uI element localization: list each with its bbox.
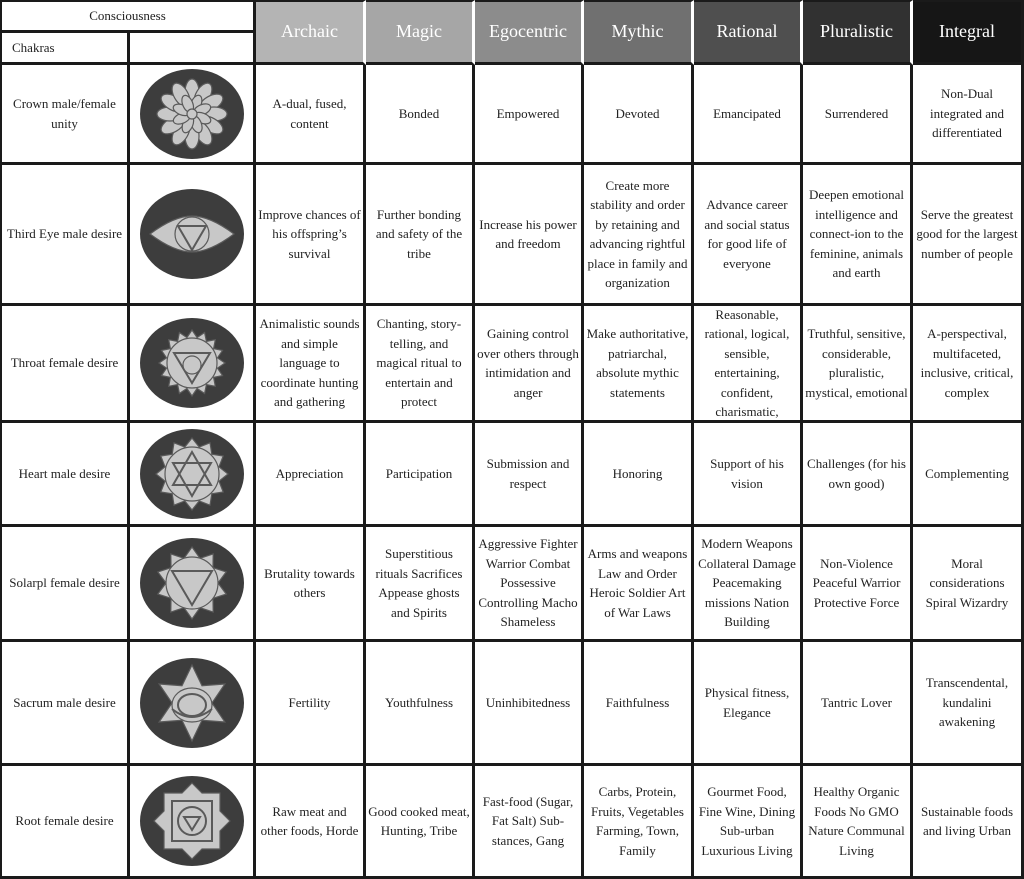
table-cell: Support of his vision [694, 423, 803, 527]
crown-chakra-icon [137, 66, 247, 162]
table-cell: Further bonding and safety of the tribe [366, 165, 475, 306]
table-cell: Fertility [256, 642, 366, 766]
table-cell: Emancipated [694, 65, 803, 165]
table-cell: Physical fitness, Elegance [694, 642, 803, 766]
solar-plexus-chakra-icon [137, 535, 247, 631]
consciousness-header: Consciousness [0, 0, 256, 33]
level-header-pluralistic: Pluralistic [803, 0, 913, 65]
table-cell: Challenges (for his own good) [803, 423, 913, 527]
level-header-mythic: Mythic [584, 0, 694, 65]
table-cell: Transcendental, kundalini awakening [913, 642, 1024, 766]
chakra-icon-cell [130, 306, 256, 423]
table-cell: Arms and weapons Law and Order Heroic Soldier Art of War Laws [584, 527, 694, 642]
table-cell: Faithfulness [584, 642, 694, 766]
table-cell: Aggressive Fighter Warrior Combat Possessive Controlling Macho Shameless [475, 527, 584, 642]
table-cell: Create more stability and order by retaining and advancing rightful place in family and organization [584, 165, 694, 306]
table-cell: Devoted [584, 65, 694, 165]
table-cell: Animalistic sounds and simple language to coordinate hunting and gathering [256, 306, 366, 423]
table-cell: Empowered [475, 65, 584, 165]
table-cell: Deepen emotional intelligence and connect-ion to the feminine, animals and earth [803, 165, 913, 306]
table-cell: Submission and respect [475, 423, 584, 527]
chakra-label: Sacrum male desire [0, 642, 130, 766]
chakra-label: Root female desire [0, 766, 130, 879]
table-cell: Chanting, story-telling, and magical ritual to entertain and protect [366, 306, 475, 423]
table-cell: Increase his power and freedom [475, 165, 584, 306]
heart-chakra-icon [137, 426, 247, 522]
table-cell: Improve chances of his offspring’s survival [256, 165, 366, 306]
chakra-icon-cell [130, 65, 256, 165]
table-cell: Brutality towards others [256, 527, 366, 642]
chakra-label: Solarpl female desire [0, 527, 130, 642]
table-cell: Serve the greatest good for the largest number of people [913, 165, 1024, 306]
table-cell: Raw meat and other foods, Horde [256, 766, 366, 879]
table-cell: Superstitious rituals Sacrifices Appease ghosts and Spirits [366, 527, 475, 642]
table-cell: Tantric Lover [803, 642, 913, 766]
chakra-icon-cell [130, 642, 256, 766]
table-cell: Carbs, Protein, Fruits, Vegetables Farming, Town, Family [584, 766, 694, 879]
chakra-label: Third Eye male desire [0, 165, 130, 306]
table-cell: Participation [366, 423, 475, 527]
table-cell: Youthfulness [366, 642, 475, 766]
table-cell: Honoring [584, 423, 694, 527]
table-cell: A-dual, fused, content [256, 65, 366, 165]
third-eye-chakra-icon [137, 186, 247, 282]
level-header-magic: Magic [366, 0, 475, 65]
chakra-icon-cell [130, 165, 256, 306]
table-cell: Truthful, sensitive, considerable, pluralistic, mystical, emotional [803, 306, 913, 423]
sacral-chakra-icon [137, 655, 247, 751]
table-cell: Healthy Organic Foods No GMO Nature Communal Living [803, 766, 913, 879]
level-header-archaic: Archaic [256, 0, 366, 65]
table-cell: A-perspectival, multifaceted, inclusive, critical, complex [913, 306, 1024, 423]
table-cell: Modern Weapons Collateral Damage Peacemaking missions Nation Building [694, 527, 803, 642]
table-cell: Make authoritative, patriarchal, absolute mythic statements [584, 306, 694, 423]
table-cell: Bonded [366, 65, 475, 165]
table-cell: Sustainable foods and living Urban [913, 766, 1024, 879]
table-cell: Complementing [913, 423, 1024, 527]
table-cell: Gourmet Food, Fine Wine, Dining Sub-urban Luxurious Living [694, 766, 803, 879]
table-cell: Non-Violence Peaceful Warrior Protective Force [803, 527, 913, 642]
chakra-icon-cell [130, 766, 256, 879]
chakra-icon-cell [130, 423, 256, 527]
table-cell: Moral considerations Spiral Wizardry [913, 527, 1024, 642]
table-cell: Advance career and social status for good life of everyone [694, 165, 803, 306]
chakra-label: Throat female desire [0, 306, 130, 423]
table-cell: Gaining control over others through intimidation and anger [475, 306, 584, 423]
table-cell: Non-Dual integrated and differentiated [913, 65, 1024, 165]
chakra-label: Heart male desire [0, 423, 130, 527]
table-cell: Surrendered [803, 65, 913, 165]
level-header-egocentric: Egocentric [475, 0, 584, 65]
table-cell: Appreciation [256, 423, 366, 527]
chakra-label: Crown male/female unity [0, 65, 130, 165]
chakras-header: Chakras [0, 33, 130, 65]
table-cell: Reasonable, rational, logical, sensible, entertaining, confident, charismatic, [694, 306, 803, 423]
chakra-icon-header [130, 33, 256, 65]
table-cell: Fast-food (Sugar, Fat Salt) Sub-stances, Gang [475, 766, 584, 879]
level-header-rational: Rational [694, 0, 803, 65]
table-cell: Uninhibitedness [475, 642, 584, 766]
table-cell: Good cooked meat, Hunting, Tribe [366, 766, 475, 879]
throat-chakra-icon [137, 315, 247, 411]
chakra-icon-cell [130, 527, 256, 642]
root-chakra-icon [137, 773, 247, 869]
level-header-integral: Integral [913, 0, 1024, 65]
